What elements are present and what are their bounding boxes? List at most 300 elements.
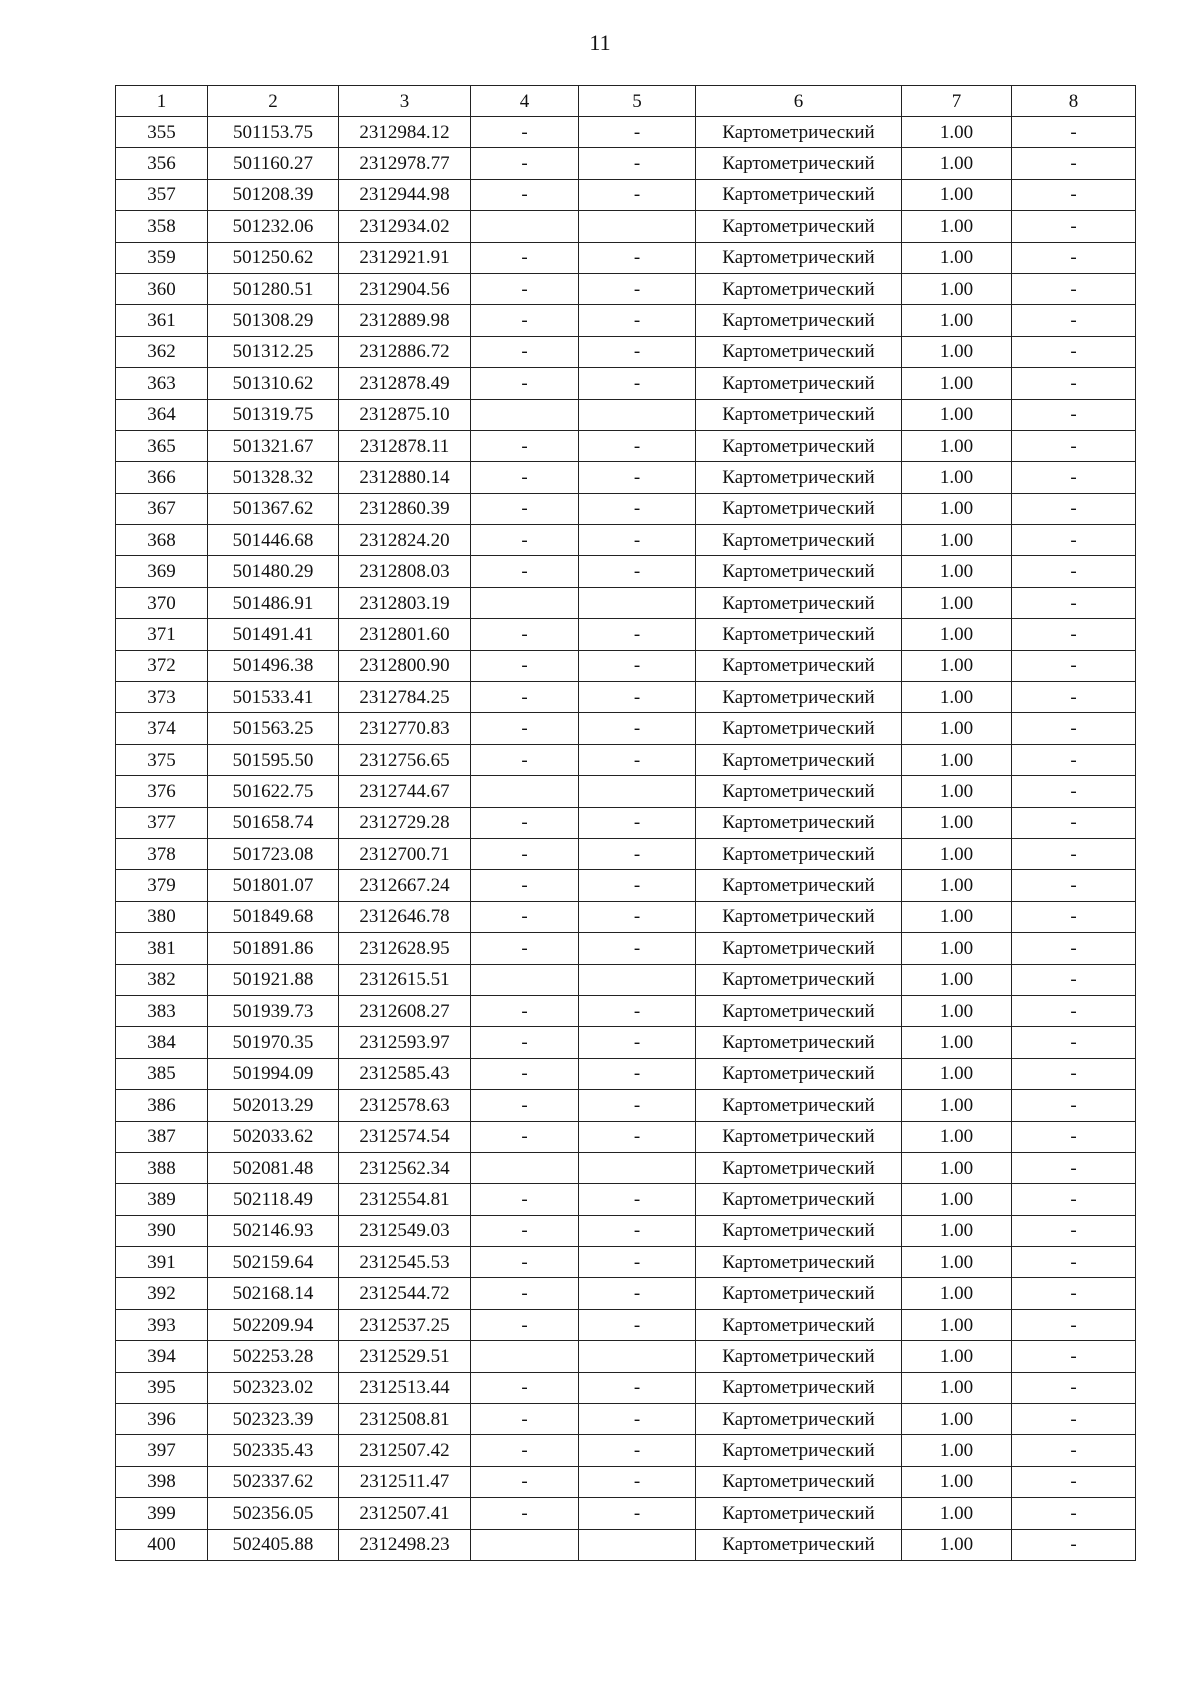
table-row <box>116 1341 1136 1372</box>
cell-point-number: 370 <box>116 587 208 618</box>
table-row <box>116 1309 1136 1340</box>
cell-col-5: - <box>579 179 696 210</box>
column-header-7: 7 <box>902 86 1012 117</box>
cell-col-8: - <box>1012 838 1136 869</box>
table-row <box>116 1466 1136 1497</box>
table-row <box>116 1278 1136 1309</box>
cell-x-coordinate: 501496.38 <box>208 650 339 681</box>
cell-col-4: - <box>471 368 579 399</box>
cell-col-4: - <box>471 1466 579 1497</box>
cell-col-5: - <box>579 556 696 587</box>
table-row <box>116 964 1136 995</box>
cell-col-5: - <box>579 1027 696 1058</box>
cell-y-coordinate: 2312824.20 <box>339 525 471 556</box>
cell-y-coordinate: 2312628.95 <box>339 933 471 964</box>
cell-method: Картометрический <box>696 148 902 179</box>
cell-col-8: - <box>1012 901 1136 932</box>
cell-col-4: - <box>471 493 579 524</box>
cell-y-coordinate: 2312507.42 <box>339 1435 471 1466</box>
table-row <box>116 1435 1136 1466</box>
cell-col-4: - <box>471 305 579 336</box>
table-row <box>116 1027 1136 1058</box>
cell-col-8: - <box>1012 336 1136 367</box>
cell-accuracy: 1.00 <box>902 870 1012 901</box>
cell-point-number: 363 <box>116 368 208 399</box>
cell-x-coordinate: 501723.08 <box>208 838 339 869</box>
cell-col-5 <box>579 211 696 242</box>
cell-col-8: - <box>1012 1372 1136 1403</box>
cell-x-coordinate: 501486.91 <box>208 587 339 618</box>
cell-col-4 <box>471 1341 579 1372</box>
cell-col-5: - <box>579 148 696 179</box>
cell-accuracy: 1.00 <box>902 525 1012 556</box>
cell-accuracy: 1.00 <box>902 1404 1012 1435</box>
table-body <box>116 117 1136 1561</box>
table-row <box>116 305 1136 336</box>
cell-point-number: 393 <box>116 1309 208 1340</box>
cell-accuracy: 1.00 <box>902 1215 1012 1246</box>
cell-col-8: - <box>1012 587 1136 618</box>
cell-y-coordinate: 2312800.90 <box>339 650 471 681</box>
cell-point-number: 398 <box>116 1466 208 1497</box>
cell-point-number: 385 <box>116 1058 208 1089</box>
column-header-6: 6 <box>696 86 902 117</box>
cell-x-coordinate: 502159.64 <box>208 1247 339 1278</box>
cell-point-number: 397 <box>116 1435 208 1466</box>
cell-x-coordinate: 502168.14 <box>208 1278 339 1309</box>
cell-point-number: 361 <box>116 305 208 336</box>
cell-method: Картометрический <box>696 933 902 964</box>
cell-method: Картометрический <box>696 368 902 399</box>
cell-col-8: - <box>1012 399 1136 430</box>
cell-col-8: - <box>1012 744 1136 775</box>
cell-col-5: - <box>579 1121 696 1152</box>
page-number: 11 <box>589 30 611 55</box>
cell-point-number: 356 <box>116 148 208 179</box>
cell-col-5: - <box>579 305 696 336</box>
cell-col-4: - <box>471 1058 579 1089</box>
cell-method: Картометрический <box>696 870 902 901</box>
cell-point-number: 366 <box>116 462 208 493</box>
cell-accuracy: 1.00 <box>902 211 1012 242</box>
cell-method: Картометрический <box>696 1372 902 1403</box>
cell-x-coordinate: 501367.62 <box>208 493 339 524</box>
cell-x-coordinate: 501801.07 <box>208 870 339 901</box>
cell-col-8: - <box>1012 1058 1136 1089</box>
table-row <box>116 336 1136 367</box>
cell-y-coordinate: 2312646.78 <box>339 901 471 932</box>
cell-accuracy: 1.00 <box>902 462 1012 493</box>
cell-x-coordinate: 501563.25 <box>208 713 339 744</box>
table-row <box>116 556 1136 587</box>
cell-x-coordinate: 501970.35 <box>208 1027 339 1058</box>
cell-method: Картометрический <box>696 336 902 367</box>
cell-method: Картометрический <box>696 273 902 304</box>
cell-point-number: 387 <box>116 1121 208 1152</box>
cell-col-4: - <box>471 1090 579 1121</box>
cell-accuracy: 1.00 <box>902 776 1012 807</box>
cell-method: Картометрический <box>696 995 902 1026</box>
cell-col-8: - <box>1012 1435 1136 1466</box>
cell-point-number: 359 <box>116 242 208 273</box>
cell-accuracy: 1.00 <box>902 1498 1012 1529</box>
cell-point-number: 368 <box>116 525 208 556</box>
cell-x-coordinate: 502323.39 <box>208 1404 339 1435</box>
cell-col-8: - <box>1012 964 1136 995</box>
cell-y-coordinate: 2312593.97 <box>339 1027 471 1058</box>
cell-y-coordinate: 2312744.67 <box>339 776 471 807</box>
column-header-3: 3 <box>339 86 471 117</box>
cell-accuracy: 1.00 <box>902 650 1012 681</box>
table-row <box>116 242 1136 273</box>
cell-point-number: 394 <box>116 1341 208 1372</box>
cell-col-5: - <box>579 1215 696 1246</box>
cell-method: Картометрический <box>696 1498 902 1529</box>
cell-col-4: - <box>471 995 579 1026</box>
table-row <box>116 1529 1136 1560</box>
cell-method: Картометрический <box>696 1090 902 1121</box>
cell-y-coordinate: 2312549.03 <box>339 1215 471 1246</box>
cell-x-coordinate: 501250.62 <box>208 242 339 273</box>
cell-accuracy: 1.00 <box>902 179 1012 210</box>
cell-point-number: 391 <box>116 1247 208 1278</box>
cell-method: Картометрический <box>696 1278 902 1309</box>
cell-accuracy: 1.00 <box>902 1027 1012 1058</box>
table-row <box>116 807 1136 838</box>
cell-col-8: - <box>1012 1466 1136 1497</box>
table-row <box>116 1372 1136 1403</box>
cell-col-4 <box>471 964 579 995</box>
table-row <box>116 179 1136 210</box>
table-row <box>116 525 1136 556</box>
cell-y-coordinate: 2312756.65 <box>339 744 471 775</box>
cell-col-4 <box>471 587 579 618</box>
table-row <box>116 1058 1136 1089</box>
cell-accuracy: 1.00 <box>902 273 1012 304</box>
cell-col-8: - <box>1012 211 1136 242</box>
cell-point-number: 396 <box>116 1404 208 1435</box>
cell-y-coordinate: 2312878.49 <box>339 368 471 399</box>
cell-col-8: - <box>1012 650 1136 681</box>
cell-y-coordinate: 2312878.11 <box>339 430 471 461</box>
cell-method: Картометрический <box>696 1027 902 1058</box>
cell-method: Картометрический <box>696 242 902 273</box>
cell-x-coordinate: 502209.94 <box>208 1309 339 1340</box>
cell-accuracy: 1.00 <box>902 807 1012 838</box>
cell-col-4: - <box>471 1215 579 1246</box>
cell-col-8: - <box>1012 870 1136 901</box>
cell-method: Картометрический <box>696 744 902 775</box>
cell-col-5 <box>579 964 696 995</box>
cell-y-coordinate: 2312700.71 <box>339 838 471 869</box>
cell-point-number: 382 <box>116 964 208 995</box>
cell-col-8: - <box>1012 493 1136 524</box>
cell-point-number: 400 <box>116 1529 208 1560</box>
cell-y-coordinate: 2312667.24 <box>339 870 471 901</box>
cell-col-4 <box>471 211 579 242</box>
cell-x-coordinate: 501446.68 <box>208 525 339 556</box>
cell-col-4: - <box>471 1435 579 1466</box>
cell-col-5 <box>579 776 696 807</box>
cell-y-coordinate: 2312880.14 <box>339 462 471 493</box>
cell-point-number: 388 <box>116 1152 208 1183</box>
cell-col-4: - <box>471 901 579 932</box>
cell-col-5 <box>579 399 696 430</box>
cell-col-5: - <box>579 870 696 901</box>
cell-col-5 <box>579 1152 696 1183</box>
cell-col-5: - <box>579 1404 696 1435</box>
table-header <box>116 86 1136 117</box>
cell-col-4: - <box>471 430 579 461</box>
cell-accuracy: 1.00 <box>902 744 1012 775</box>
cell-accuracy: 1.00 <box>902 682 1012 713</box>
cell-method: Картометрический <box>696 901 902 932</box>
cell-method: Картометрический <box>696 619 902 650</box>
cell-col-8: - <box>1012 1278 1136 1309</box>
cell-method: Картометрический <box>696 1466 902 1497</box>
cell-col-4: - <box>471 179 579 210</box>
cell-col-8: - <box>1012 117 1136 148</box>
cell-x-coordinate: 501595.50 <box>208 744 339 775</box>
cell-point-number: 386 <box>116 1090 208 1121</box>
cell-method: Картометрический <box>696 1309 902 1340</box>
cell-col-4: - <box>471 1309 579 1340</box>
cell-y-coordinate: 2312904.56 <box>339 273 471 304</box>
cell-col-5: - <box>579 713 696 744</box>
table-row <box>116 870 1136 901</box>
cell-col-4 <box>471 1152 579 1183</box>
cell-method: Картометрический <box>696 807 902 838</box>
cell-col-4: - <box>471 117 579 148</box>
cell-col-8: - <box>1012 1090 1136 1121</box>
cell-col-5: - <box>579 1372 696 1403</box>
cell-y-coordinate: 2312770.83 <box>339 713 471 744</box>
cell-point-number: 372 <box>116 650 208 681</box>
cell-col-8: - <box>1012 1247 1136 1278</box>
cell-method: Картометрический <box>696 399 902 430</box>
cell-col-8: - <box>1012 1027 1136 1058</box>
cell-col-4: - <box>471 619 579 650</box>
cell-point-number: 355 <box>116 117 208 148</box>
cell-accuracy: 1.00 <box>902 1184 1012 1215</box>
cell-accuracy: 1.00 <box>902 1278 1012 1309</box>
cell-accuracy: 1.00 <box>902 587 1012 618</box>
cell-col-5: - <box>579 462 696 493</box>
table-row <box>116 368 1136 399</box>
table-row <box>116 838 1136 869</box>
cell-col-5: - <box>579 933 696 964</box>
cell-col-4: - <box>471 1247 579 1278</box>
cell-x-coordinate: 501321.67 <box>208 430 339 461</box>
cell-col-5: - <box>579 1058 696 1089</box>
cell-accuracy: 1.00 <box>902 1341 1012 1372</box>
cell-accuracy: 1.00 <box>902 901 1012 932</box>
cell-accuracy: 1.00 <box>902 933 1012 964</box>
cell-accuracy: 1.00 <box>902 1309 1012 1340</box>
cell-col-4 <box>471 776 579 807</box>
cell-x-coordinate: 502081.48 <box>208 1152 339 1183</box>
cell-y-coordinate: 2312729.28 <box>339 807 471 838</box>
cell-col-5: - <box>579 1090 696 1121</box>
cell-col-5: - <box>579 744 696 775</box>
cell-point-number: 367 <box>116 493 208 524</box>
cell-col-4: - <box>471 1184 579 1215</box>
cell-col-5: - <box>579 1247 696 1278</box>
cell-col-8: - <box>1012 1404 1136 1435</box>
cell-col-8: - <box>1012 305 1136 336</box>
cell-accuracy: 1.00 <box>902 493 1012 524</box>
cell-y-coordinate: 2312808.03 <box>339 556 471 587</box>
cell-y-coordinate: 2312513.44 <box>339 1372 471 1403</box>
cell-x-coordinate: 501153.75 <box>208 117 339 148</box>
cell-x-coordinate: 502335.43 <box>208 1435 339 1466</box>
cell-x-coordinate: 501232.06 <box>208 211 339 242</box>
column-header-8: 8 <box>1012 86 1136 117</box>
cell-x-coordinate: 501319.75 <box>208 399 339 430</box>
cell-accuracy: 1.00 <box>902 305 1012 336</box>
table-row <box>116 587 1136 618</box>
cell-y-coordinate: 2312860.39 <box>339 493 471 524</box>
cell-col-4: - <box>471 273 579 304</box>
cell-col-4: - <box>471 713 579 744</box>
cell-col-4: - <box>471 242 579 273</box>
cell-accuracy: 1.00 <box>902 619 1012 650</box>
cell-accuracy: 1.00 <box>902 1058 1012 1089</box>
cell-point-number: 375 <box>116 744 208 775</box>
cell-point-number: 377 <box>116 807 208 838</box>
cell-x-coordinate: 501491.41 <box>208 619 339 650</box>
cell-y-coordinate: 2312801.60 <box>339 619 471 650</box>
cell-method: Картометрический <box>696 493 902 524</box>
cell-col-5 <box>579 1341 696 1372</box>
table-row <box>116 399 1136 430</box>
cell-method: Картометрический <box>696 1184 902 1215</box>
cell-method: Картометрический <box>696 117 902 148</box>
cell-col-4: - <box>471 462 579 493</box>
cell-col-5 <box>579 1529 696 1560</box>
cell-y-coordinate: 2312529.51 <box>339 1341 471 1372</box>
table-row <box>116 650 1136 681</box>
cell-col-5: - <box>579 619 696 650</box>
column-header-2: 2 <box>208 86 339 117</box>
cell-x-coordinate: 501480.29 <box>208 556 339 587</box>
cell-y-coordinate: 2312875.10 <box>339 399 471 430</box>
cell-method: Картометрический <box>696 1247 902 1278</box>
cell-method: Картометрический <box>696 305 902 336</box>
cell-col-4: - <box>471 1404 579 1435</box>
table-row <box>116 462 1136 493</box>
cell-method: Картометрический <box>696 713 902 744</box>
cell-col-4: - <box>471 870 579 901</box>
cell-point-number: 358 <box>116 211 208 242</box>
cell-y-coordinate: 2312921.91 <box>339 242 471 273</box>
cell-col-4: - <box>471 933 579 964</box>
cell-accuracy: 1.00 <box>902 368 1012 399</box>
cell-accuracy: 1.00 <box>902 1529 1012 1560</box>
cell-x-coordinate: 501658.74 <box>208 807 339 838</box>
cell-col-5 <box>579 587 696 618</box>
cell-method: Картометрический <box>696 556 902 587</box>
cell-accuracy: 1.00 <box>902 838 1012 869</box>
cell-y-coordinate: 2312545.53 <box>339 1247 471 1278</box>
column-header-4: 4 <box>471 86 579 117</box>
cell-col-5: - <box>579 117 696 148</box>
table-row <box>116 744 1136 775</box>
cell-col-8: - <box>1012 807 1136 838</box>
cell-col-5: - <box>579 336 696 367</box>
cell-col-5: - <box>579 525 696 556</box>
cell-method: Картометрический <box>696 1058 902 1089</box>
cell-col-8: - <box>1012 1529 1136 1560</box>
cell-col-4: - <box>471 682 579 713</box>
cell-method: Картометрический <box>696 1404 902 1435</box>
cell-col-5: - <box>579 273 696 304</box>
cell-x-coordinate: 501310.62 <box>208 368 339 399</box>
cell-y-coordinate: 2312978.77 <box>339 148 471 179</box>
cell-col-4: - <box>471 148 579 179</box>
cell-point-number: 383 <box>116 995 208 1026</box>
cell-point-number: 378 <box>116 838 208 869</box>
cell-x-coordinate: 502118.49 <box>208 1184 339 1215</box>
cell-y-coordinate: 2312585.43 <box>339 1058 471 1089</box>
cell-col-4: - <box>471 1372 579 1403</box>
cell-method: Картометрический <box>696 1121 902 1152</box>
cell-point-number: 371 <box>116 619 208 650</box>
table-row <box>116 682 1136 713</box>
cell-x-coordinate: 501849.68 <box>208 901 339 932</box>
cell-col-4: - <box>471 556 579 587</box>
table-row <box>116 713 1136 744</box>
cell-y-coordinate: 2312574.54 <box>339 1121 471 1152</box>
table-row <box>116 493 1136 524</box>
cell-method: Картометрический <box>696 1529 902 1560</box>
cell-point-number: 360 <box>116 273 208 304</box>
cell-y-coordinate: 2312934.02 <box>339 211 471 242</box>
cell-accuracy: 1.00 <box>902 242 1012 273</box>
cell-col-5: - <box>579 242 696 273</box>
cell-col-8: - <box>1012 933 1136 964</box>
cell-method: Картометрический <box>696 587 902 618</box>
table-row <box>116 1215 1136 1246</box>
table-row <box>116 1121 1136 1152</box>
cell-col-5: - <box>579 368 696 399</box>
cell-col-4: - <box>471 1278 579 1309</box>
cell-col-8: - <box>1012 430 1136 461</box>
cell-point-number: 390 <box>116 1215 208 1246</box>
cell-col-5: - <box>579 1278 696 1309</box>
cell-y-coordinate: 2312608.27 <box>339 995 471 1026</box>
table-row <box>116 901 1136 932</box>
header-row <box>116 86 1136 117</box>
cell-x-coordinate: 501312.25 <box>208 336 339 367</box>
cell-y-coordinate: 2312889.98 <box>339 305 471 336</box>
cell-col-8: - <box>1012 1121 1136 1152</box>
cell-point-number: 389 <box>116 1184 208 1215</box>
cell-col-5: - <box>579 1309 696 1340</box>
cell-accuracy: 1.00 <box>902 1121 1012 1152</box>
cell-x-coordinate: 502337.62 <box>208 1466 339 1497</box>
cell-method: Картометрический <box>696 1341 902 1372</box>
cell-y-coordinate: 2312554.81 <box>339 1184 471 1215</box>
cell-accuracy: 1.00 <box>902 1466 1012 1497</box>
cell-col-8: - <box>1012 1152 1136 1183</box>
cell-point-number: 357 <box>116 179 208 210</box>
cell-col-8: - <box>1012 273 1136 304</box>
cell-point-number: 395 <box>116 1372 208 1403</box>
cell-col-8: - <box>1012 995 1136 1026</box>
cell-point-number: 364 <box>116 399 208 430</box>
cell-accuracy: 1.00 <box>902 148 1012 179</box>
